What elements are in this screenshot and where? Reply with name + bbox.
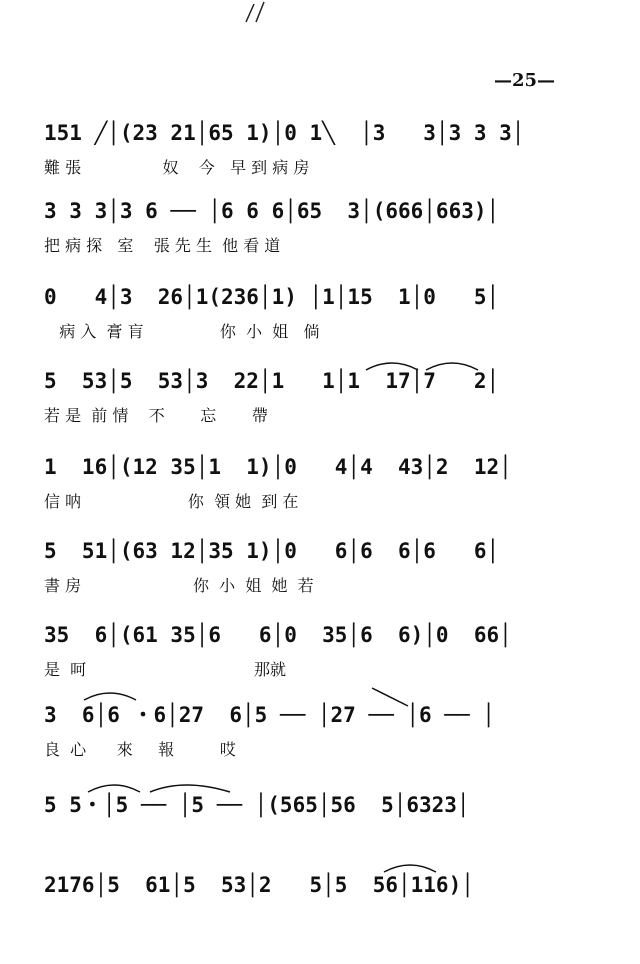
notes-line-7: 35 6│(61 35│6 6│0 35│6 6)│0 66│: [44, 623, 512, 647]
score-system-8: [0, 700, 640, 790]
notes-line-9: 5 5・│5 ── │5 ── │(565│56 5│6323│: [44, 793, 470, 817]
notes-line-2: 3 3 3│3 6 ── │6 6 6│65 3│(666│663)│: [44, 199, 500, 223]
score-system-4: [0, 366, 640, 456]
lyrics-line-3: 病 入 膏 肓 你 小 姐 倘: [44, 322, 320, 341]
notes-line-6: 5 51│(63 12│35 1)│0 6│6 6│6 6│: [44, 539, 500, 563]
score-system-9: [0, 790, 640, 880]
page-number: —25—: [494, 70, 556, 91]
notes-line-1: 151 ╱│(23 21│65 1)│0 1╲ │3 3│3 3 3│: [44, 121, 525, 145]
lyrics-line-2: 把 病 探 室 張 先 生 他 看 道: [44, 236, 281, 255]
lyrics-line-8: 良 心 來 報 哎: [44, 740, 236, 759]
score-system-6: [0, 536, 640, 626]
notes-line-5: 1 16│(12 35│1 1)│0 4│4 43│2 12│: [44, 455, 512, 479]
score-system-2: [0, 196, 640, 286]
score-system-3: [0, 282, 640, 372]
notes-line-3: 0 4│3 26│1(236│1) │1│15 1│0 5│: [44, 285, 500, 309]
score-system-10: [0, 870, 640, 960]
score-system-1: [0, 118, 640, 208]
notes-line-8: 3 6│6 ・6│27 6│5 ── │27 ── │6 ── │: [44, 703, 495, 727]
lyrics-line-1: 難 張 奴 今 早 到 病 房: [44, 158, 310, 177]
lyrics-line-6: 書 房 你 小 姐 她 若: [44, 576, 314, 595]
lyrics-line-4: 若 是 前 情 不 忘 帶: [44, 406, 268, 425]
notes-line-10: 2176│5 61│5 53│2 5│5 56│116)│: [44, 873, 474, 897]
notes-line-4: 5 53│5 53│3 22│1 1│1 17│7 2│: [44, 369, 500, 393]
pen-scribble-mark: [238, 0, 278, 26]
lyrics-line-5: 信 呐 你 領 她 到 在: [44, 492, 299, 511]
score-system-5: [0, 452, 640, 542]
lyrics-line-7: 是 呵 那就: [44, 660, 287, 679]
